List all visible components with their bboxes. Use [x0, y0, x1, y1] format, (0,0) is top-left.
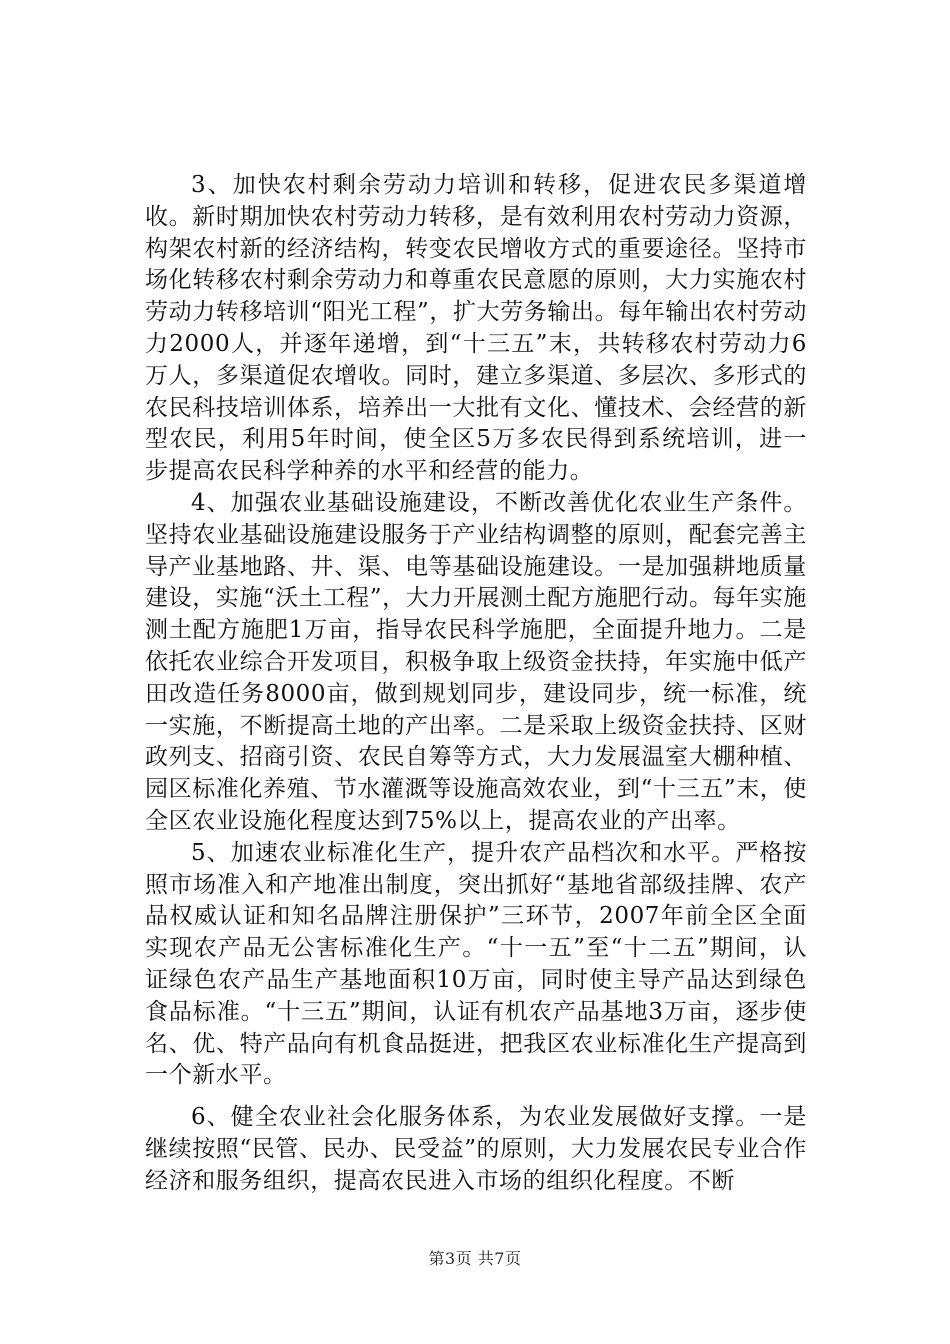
- document-body: [145, 170, 807, 1198]
- paragraph-5-standardization: 5、加速农业标准化生产，提升农产品档次和水平。严格按照市场准入和产地准出制度，突出抓好“基地省部级挂牌、农产品权威认证和知名品牌注册保护”三环节，2007年前全区全面实现农产品无公害标准化生产。“十一五”至“十二五”期间，认证绿色农产品生产基地面积10万亩，同时使主导产品达到绿色食品标准。“十三五”期间，认证有机农产品基地3万亩，逐步使名、优、特产品向有机食品挺进，把我区农业标准化生产提高到一个新水平。: [145, 839, 807, 1089]
- paragraph-3-labor-transfer: 3、加快农村剩余劳动力培训和转移，促进农民多渠道增收。新时期加快农村劳动力转移，是有效利用农村劳动力资源，构架农村新的经济结构，转变农民增收方式的重要途径。坚持市场化转移农村剩余劳动力和尊重农民意愿的原则，大力实施农村劳动力转移培训“阳光工程”，扩大劳务输出。每年输出农村劳动力2000人，并逐年递增，到“十三五”末，共转移农村劳动力6万人，多渠道促农增收。同时，建立多渠道、多层次、多形式的农民科技培训体系，培养出一大批有文化、懂技术、会经营的新型农民，利用5年时间，使全区5万多农民得到系统培训，进一步提高农民科学种养的水平和经营的能力。: [145, 172, 807, 485]
- paragraph-4-infrastructure: 4、加强农业基础设施建设，不断改善优化农业生产条件。坚持农业基础设施建设服务于产业结构调整的原则，配套完善主导产业基地路、井、渠、电等基础设施建设。一是加强耕地质量建设，实施“沃土工程”，大力开展测土配方施肥行动。每年实施测土配方施肥1万亩，指导农民科学施肥，全面提升地力。二是依托农业综合开发项目，积极争取上级资金扶持，年实施中低产田改造任务8000亩，做到规划同步，建设同步，统一标准，统一实施，不断提高土地的产出率。二是采取上级资金扶持、区财政列支、招商引资、农民自筹等方式，大力发展温室大棚种植、园区标准化养殖、节水灌溉等设施高效农业，到“十三五”末，使全区农业设施化程度达到75%以上，提高农业的产出率。: [145, 489, 807, 834]
- paragraph-6-service-system: 6、健全农业社会化服务体系，为农业发展做好支撑。一是继续按照“民管、民办、民受益”的原则，大力发展农民专业合作经济和服务组织，提高农民进入市场的组织化程度。不断: [145, 1104, 807, 1194]
- page-number-footer: 第3页 共7页: [428, 1249, 522, 1268]
